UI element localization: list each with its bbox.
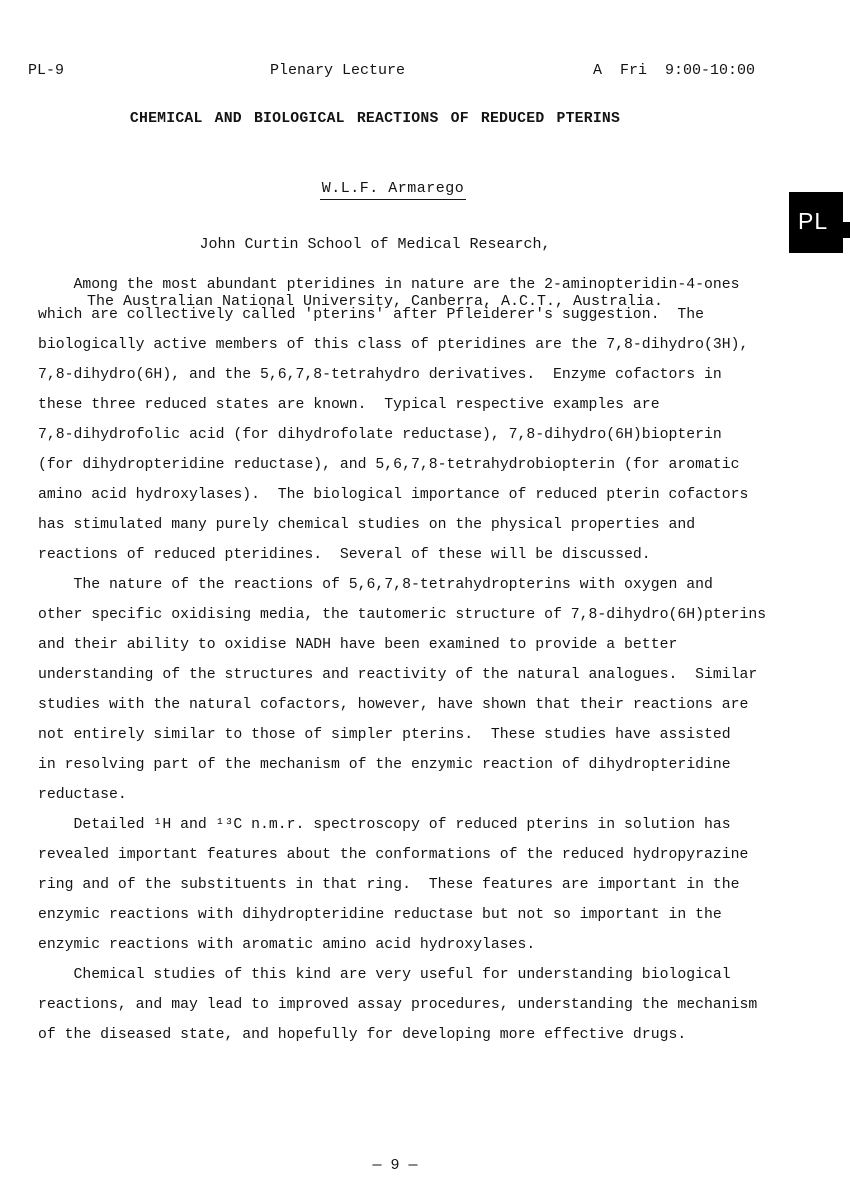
session-code: PL-9 — [28, 62, 65, 79]
body-line: enzymic reactions with aromatic amino acid hydroxylases. — [38, 937, 536, 953]
body-line: reductase. — [38, 787, 127, 803]
session-schedule: A Fri 9:00-10:00 — [592, 62, 755, 79]
page-number: — 9 — — [372, 1157, 418, 1174]
body-line: Among the most abundant pteridines in nature are the 2-aminopteridin-4-ones — [38, 277, 740, 293]
affiliation-line-1: John Curtin School of Medical Research, — [199, 236, 551, 253]
body-line: Detailed ¹H and ¹³C n.m.r. spectroscopy of reduced pterins in solution has — [38, 817, 731, 833]
body-line: Chemical studies of this kind are very useful for understanding biological — [38, 967, 731, 983]
body-line: 7,8-dihydro(6H), and the 5,6,7,8-tetrahydro derivatives. Enzyme cofactors in — [38, 367, 722, 383]
body-line: reactions, and may lead to improved assay procedures, understanding the mechanism — [38, 997, 758, 1013]
section-index-tab-notch — [843, 222, 850, 238]
body-line: (for dihydropteridine reductase), and 5,6,7,8-tetrahydrobiopterin (for aromatic — [38, 457, 740, 473]
section-index-tab — [789, 192, 843, 253]
author-name: W.L.F. Armarego — [320, 180, 467, 200]
body-line: reactions of reduced pteridines. Several of these will be discussed. — [38, 547, 651, 563]
body-line: which are collectively called 'pterins' after Pfleiderer's suggestion. The — [38, 307, 704, 323]
body-line: enzymic reactions with dihydropteridine reductase but not so important in the — [38, 907, 722, 923]
section-index-tab-label: PL — [798, 208, 829, 234]
body-line: these three reduced states are known. Typical respective examples are — [38, 397, 660, 413]
body-line: ring and of the substituents in that ring. These features are important in the — [38, 877, 740, 893]
body-line: biologically active members of this class of pteridines are the 7,8-dihydro(3H), — [38, 337, 749, 353]
abstract-title: CHEMICAL AND BIOLOGICAL REACTIONS OF REDUCED PTERINS — [129, 111, 621, 127]
body-line: has stimulated many purely chemical studies on the physical properties and — [38, 517, 696, 533]
body-line: other specific oxidising media, the tautomeric structure of 7,8-dihydro(6H)pterins — [38, 607, 767, 623]
body-line: not entirely similar to those of simpler pterins. These studies have assisted — [38, 727, 731, 743]
abstract-body — [38, 270, 767, 1050]
body-line: understanding of the structures and reactivity of the natural analogues. Similar — [38, 667, 758, 683]
body-line: studies with the natural cofactors, however, have shown that their reactions are — [38, 697, 749, 713]
body-line: in resolving part of the mechanism of the enzymic reaction of dihydropteridine — [38, 757, 731, 773]
body-line: of the diseased state, and hopefully for developing more effective drugs. — [38, 1027, 687, 1043]
affiliation-line-2: The Australian National University, Canberra, A.C.T., Australia. — [86, 293, 664, 310]
body-line: and their ability to oxidise NADH have been examined to provide a better — [38, 637, 678, 653]
body-line: revealed important features about the conformations of the reduced hydropyrazine — [38, 847, 749, 863]
body-line: 7,8-dihydrofolic acid (for dihydrofolate reductase), 7,8-dihydro(6H)biopterin — [38, 427, 722, 443]
body-line: amino acid hydroxylases). The biological importance of reduced pterin cofactors — [38, 487, 749, 503]
session-type-heading: Plenary Lecture — [270, 62, 406, 79]
body-line: The nature of the reactions of 5,6,7,8-tetrahydropterins with oxygen and — [38, 577, 713, 593]
